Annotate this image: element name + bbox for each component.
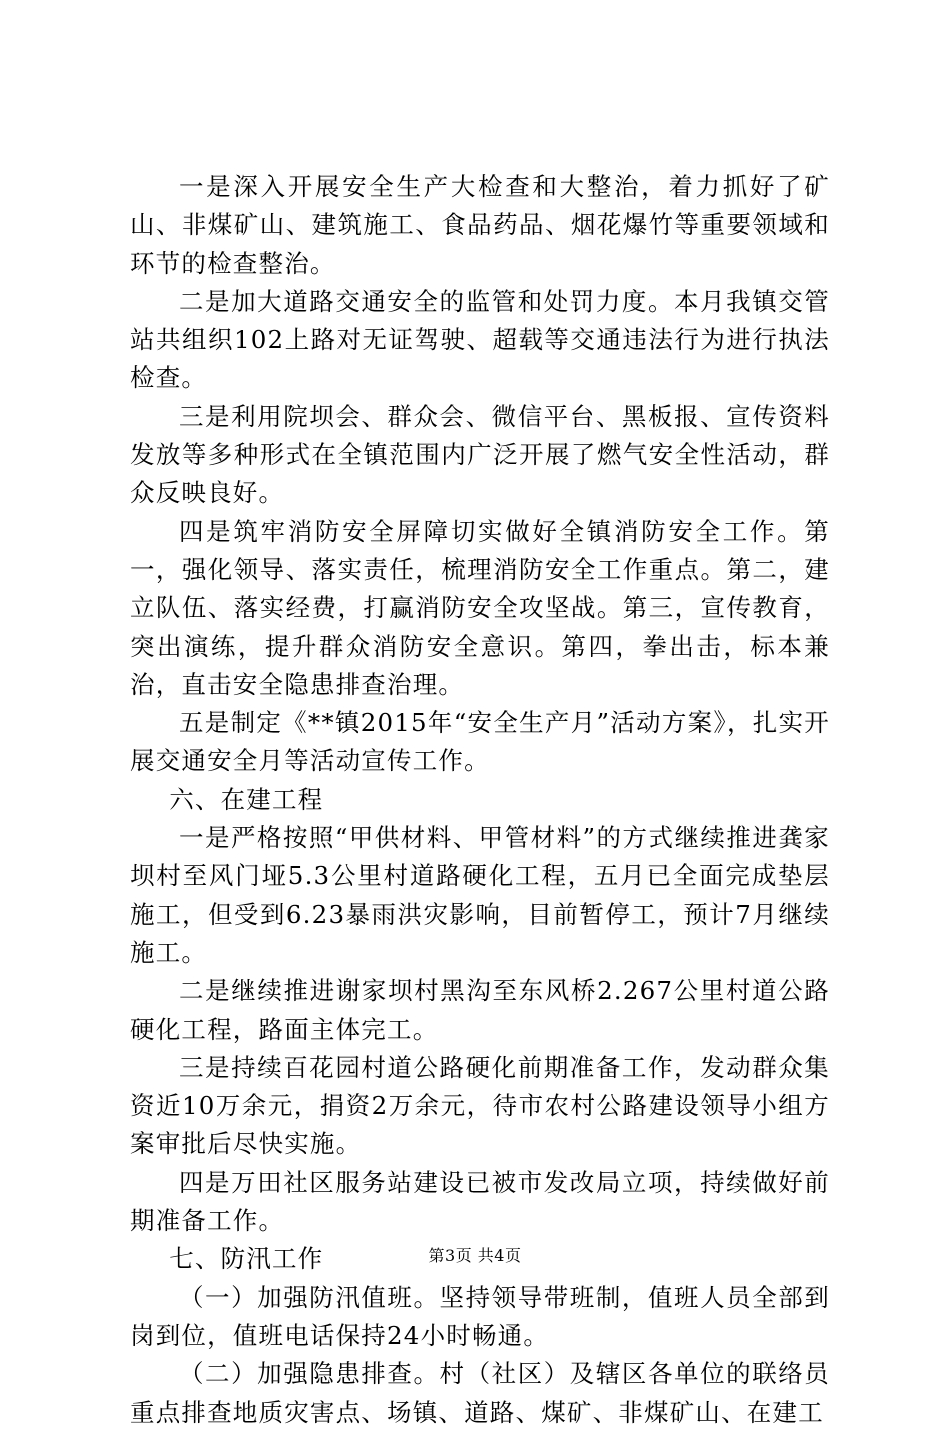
paragraph-flood-duty: （一）加强防汛值班。坚持领导带班制，值班人员全部到岗到位，值班电话保持24小时畅通。 [130,1282,830,1350]
paragraph-safety-month-plan: 五是制定《**镇2015年“安全生产月”活动方案》，扎实开展交通安全月等活动宣传工作。 [130,708,830,776]
page-number-footer: 第3页 共4页 [428,1246,522,1265]
paragraph-road-hardening-3: 三是持续百花园村道公路硬化前期准备工作，发动群众集资近10万余元，捐资2万余元，待市农村公路建设领导小组方案审批后尽快实施。 [130,1052,830,1159]
paragraph-service-station: 四是万田社区服务站建设已被市发改局立项，持续做好前期准备工作。 [130,1167,830,1236]
paragraph-traffic-safety: 二是加大道路交通安全的监管和处罚力度。本月我镇交管站共组织102上路对无证驾驶、超载等交通违法行为进行执法检查。 [130,286,830,393]
document-body [130,168,830,1432]
paragraph-hazard-inspection: （二）加强隐患排查。村（社区）及辖区各单位的联络员重点排查地质灾害点、场镇、道路、煤矿、非煤矿山、在建工 [130,1359,830,1427]
paragraph-fire-safety: 四是筑牢消防安全屏障切实做好全镇消防安全工作。第一，强化领导、落实责任，梳理消防安全工作重点。第二，建立队伍、落实经费，打赢消防安全攻坚战。第三，宣传教育，突出演练，提升群众消防安全意识。第四，拳出击，标本兼治，直击安全隐患排查治理。 [130,516,830,699]
paragraph-safety-inspection: 一是深入开展安全生产大检查和大整治，着力抓好了矿山、非煤矿山、建筑施工、食品药品、烟花爆竹等重要领域和环节的检查整治。 [130,172,830,278]
paragraph-road-hardening-1: 一是严格按照“甲供材料、甲管材料”的方式继续推进龚家坝村至风门垭5.3公里村道路硬化工程，五月已全面完成垫层施工，但受到6.23暴雨洪灾影响，目前暂停工，预计7月继续施工。 [130,823,830,967]
section-heading-flood-control: 七、防汛工作 [169,1244,324,1274]
paragraph-road-hardening-2: 二是继续推进谢家坝村黑沟至东风桥2.267公里村道公路硬化工程，路面主体完工。 [130,976,830,1044]
paragraph-gas-safety-publicity: 三是利用院坝会、群众会、微信平台、黑板报、宣传资料发放等多种形式在全镇范围内广泛开展了燃气安全性活动，群众反映良好。 [130,401,830,508]
section-heading-construction: 六、在建工程 [169,784,324,814]
